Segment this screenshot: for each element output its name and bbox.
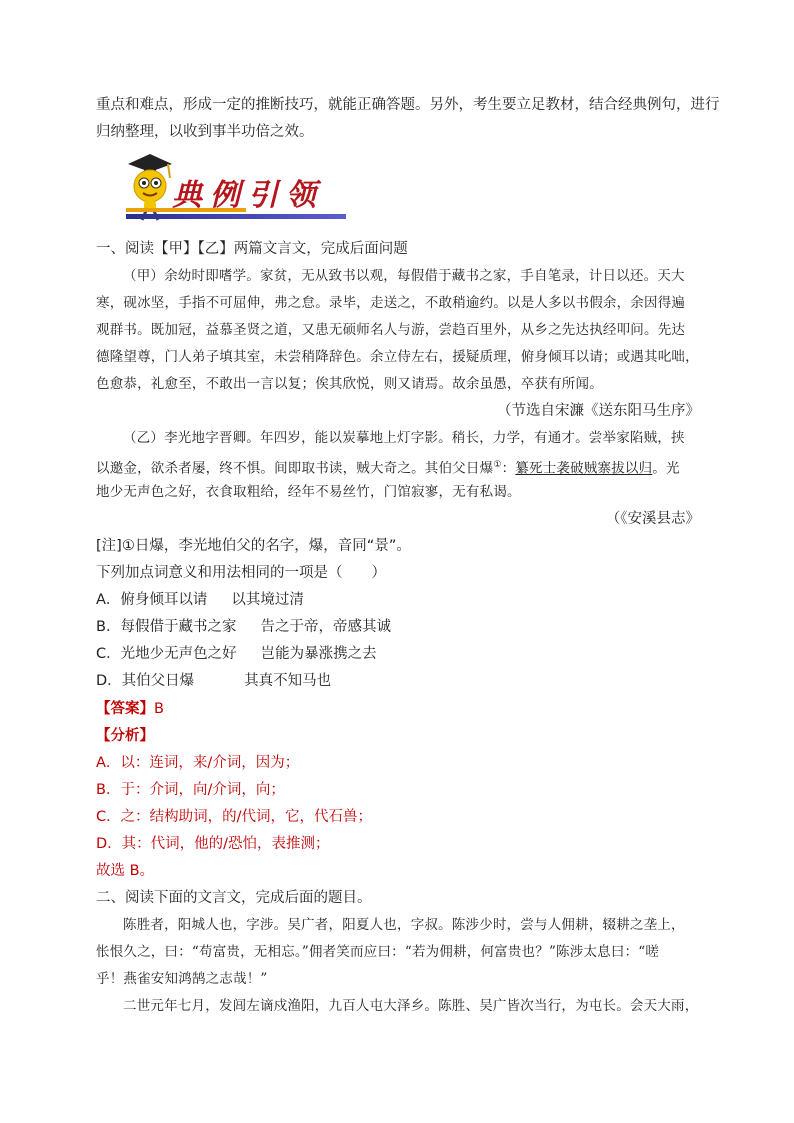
yi-line-2	[96, 455, 700, 479]
answer-label: 【答案】	[96, 701, 154, 717]
option-a-pair: 以其境过清	[231, 592, 304, 608]
banner-title: 典例引领	[172, 178, 324, 213]
option-c-pair: 岂能为暴涨携之去	[260, 646, 377, 662]
q2-line-1: 陈胜者，阳城人也，字涉。吴广者，阳夏人也，字叔。陈涉少时，尝与人佣耕，辍耕之垄上，	[123, 917, 685, 933]
option-b-label: B．每假借于藏书之家	[96, 619, 237, 635]
jia-line-3: 观群书。既加冠，益慕圣贤之道，又患无硕师名人与游，尝趋百里外，从乡之先达执经叩问。先达	[96, 322, 686, 338]
intro-line-1: 重点和难点，形成一定的推断技巧，就能正确答题。另外，考生要立足教材，结合经典例句，进行	[96, 97, 720, 113]
intro-line-2: 归纳整理，以收到事半功倍之效。	[96, 124, 314, 140]
q2-prompt: 二、阅读下面的文言文，完成后面的题目。	[96, 890, 372, 906]
option-b	[96, 617, 700, 637]
option-c	[96, 644, 700, 664]
yi-line-2-text: 以邀金，欲杀者屡，终不惧。间即取书读，贼大奇之。其伯父日爆	[96, 460, 494, 477]
yi-line-1: （乙）李光地字晋卿。年四岁，能以炭摹地上灯字影。稍长，力学，有通才。尝举家陷贼，挟	[123, 430, 685, 446]
q2-line-2: 怅恨久之，曰：“苟富贵，无相忘。”佣者笑而应曰：“若为佣耕，何富贵也？”陈涉太息曰：“嗟	[96, 944, 660, 960]
option-c-label: C．光地少无声色之好	[96, 646, 237, 662]
option-d-label: D．其伯父日爆	[96, 673, 195, 689]
banner-underline	[126, 214, 346, 219]
example-banner	[120, 150, 350, 222]
analysis-d: D．其：代词，他的/恐怕，表推测；	[96, 836, 330, 852]
underlined-phrase: 纂死士袭破贼寨拔以归	[515, 460, 653, 477]
q2-line-3: 乎！燕雀安知鸿鹄之志哉！”	[96, 971, 268, 987]
option-a-label: A．俯身倾耳以请	[96, 592, 208, 608]
option-b-pair: 告之于帝，帝感其诚	[260, 619, 391, 635]
yi-line-2-end: 。光	[652, 460, 680, 477]
q1-prompt: 一、阅读【甲】【乙】两篇文言文，完成后面问题	[96, 241, 408, 257]
jia-line-2: 寒，砚冰坚，手指不可屈伸，弗之怠。录毕，走送之，不敢稍逾约。以是人多以书假余，余因得遍	[96, 295, 686, 311]
answer-line	[96, 699, 700, 719]
option-d	[96, 671, 700, 691]
option-a	[96, 590, 700, 610]
yi-line-2-colon: ：	[501, 460, 516, 477]
jia-line-5: 色愈恭，礼愈至，不敢出一言以复；俟其欣悦，则又请焉。故余虽愚，卒获有所闻。	[96, 376, 603, 392]
analysis-b: B．于：介词，向/介词，向；	[96, 782, 285, 798]
q2-line-4: 二世元年七月，发闾左谪戍渔阳，九百人屯大泽乡。陈胜、吴广皆次当行，为屯长。会天大雨，	[123, 998, 699, 1014]
analysis-c: C．之：结构助词，的/代词，它，代石兽；	[96, 809, 373, 825]
yi-source: （《安溪县志》	[605, 511, 700, 527]
analysis-a: A．以：连词，来/介词，因为；	[96, 755, 300, 771]
answer-value: B	[154, 701, 164, 717]
yi-line-3: 地少无声色之好，衣食取粗给，经年不易丝竹，门馆寂寥，无有私谒。	[96, 484, 521, 500]
analysis-label: 【分析】	[96, 728, 154, 744]
jia-line-1: （甲）余幼时即嗜学。家贫，无从致书以观，每假借于藏书之家，手自笔录，计日以还。天大	[123, 268, 685, 284]
footnote: [注]①日爆，李光地伯父的名字，爆，音同“景”。	[96, 538, 411, 554]
jia-line-4: 德隆望尊，门人弟子填其室，未尝稍降辞色。余立侍左右，援疑质理，俯身倾耳以请；或遇其叱咄，	[96, 349, 699, 365]
question: 下列加点词意义和用法相同的一项是（ ）	[96, 565, 386, 581]
jia-source: （节选自宋濂《送东阳马生序》	[497, 403, 700, 419]
conclusion: 故选 B。	[96, 863, 155, 879]
option-d-pair: 其真不知马也	[244, 673, 332, 689]
footnote-marker: ①	[493, 460, 502, 470]
